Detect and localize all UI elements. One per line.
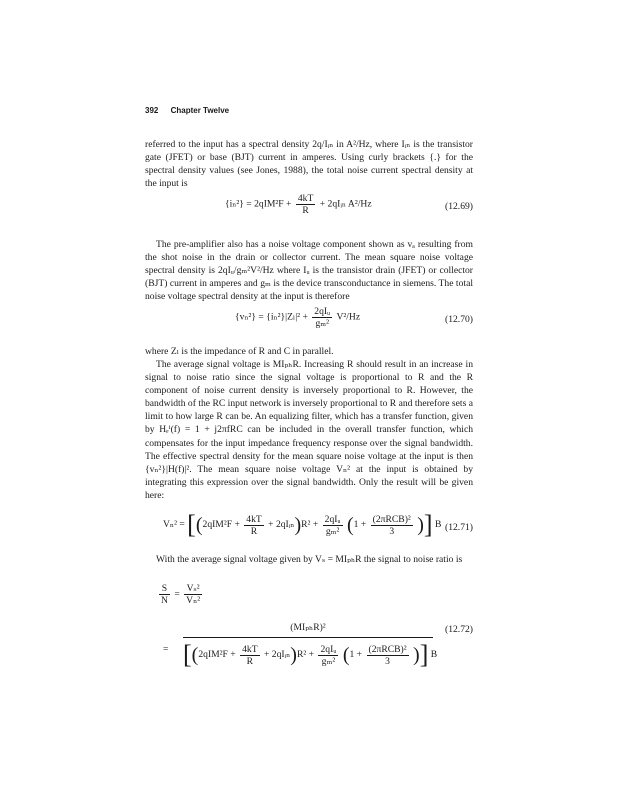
- close-paren: ): [294, 514, 302, 536]
- eq1-lhs: {iₙ²} = 2qIM²F +: [225, 198, 292, 210]
- page-number: 392: [145, 106, 159, 115]
- equation-12-69-body: [225, 193, 372, 216]
- running-header: [145, 106, 229, 115]
- snr-ratio-num: Vₛ²: [184, 583, 202, 595]
- eq5-term-3: R² +: [296, 649, 315, 661]
- eq1-frac-num: 4kT: [297, 193, 314, 204]
- eq3-fraction-1: [244, 514, 263, 537]
- chapter-title: Chapter Twelve: [170, 106, 230, 115]
- equation-number: (12.71): [445, 522, 473, 533]
- eq5-fraction-1: [240, 644, 259, 667]
- equation-12-69: [145, 193, 473, 223]
- equation-12-70: [145, 306, 473, 336]
- close-bracket: ]: [423, 510, 433, 539]
- snr-fraction: [159, 583, 170, 606]
- eq5-f3-den: 3: [385, 655, 390, 667]
- eq3-f1-num: 4kT: [246, 513, 262, 525]
- equation-number: (12.70): [445, 314, 473, 325]
- eq2-frac-den: gₘ²: [315, 318, 330, 329]
- paragraph-5-text: With the average signal voltage given by Vₛ = MIₚₕR the signal to noise ratio is: [156, 554, 463, 565]
- eq3-f2-num: 2qIᵤ: [324, 513, 341, 525]
- open-paren: (: [195, 514, 203, 536]
- eq3-term-1: 2qIM²F +: [202, 519, 240, 531]
- eq2-fraction: [312, 306, 332, 329]
- paragraph-4: [145, 358, 473, 502]
- eq3-fraction-2: [323, 514, 343, 537]
- paragraph-1-text: referred to the input has a spectral density 2q/Iᵢₙ in A²/Hz, where Iᵢₙ is the transistor gate (JFET) or base (BJT) current in amperes. Using curly brackets {.} for the spectral density values (see Jones, 1988), the total noise current spectral density at the input is: [145, 139, 473, 190]
- paragraph-2: [145, 238, 473, 303]
- equation-number: (12.72): [445, 624, 473, 635]
- eq5-f1-num: 4kT: [242, 643, 258, 655]
- open-bracket: [: [187, 510, 196, 539]
- paragraph-1: [145, 138, 473, 190]
- snr-ratio-den: Vₙ²: [186, 595, 201, 606]
- open-paren: (: [191, 644, 199, 666]
- eq5-fraction-2: [318, 644, 338, 667]
- close-paren: ): [290, 644, 297, 666]
- equation-12-70-body: [235, 306, 360, 329]
- close-paren: ): [417, 514, 424, 536]
- eq5-equals: =: [163, 644, 169, 655]
- eq5-f1-den: R: [246, 655, 254, 667]
- equation-number: (12.69): [445, 201, 473, 212]
- eq3-term-3: R² +: [301, 519, 319, 531]
- eq2-lhs: {vₙ²} = {iₙ²}|Zₗ|² +: [235, 311, 308, 323]
- eq3-f1-den: R: [250, 525, 258, 537]
- eq5-f2-den: gₘ²: [321, 655, 336, 667]
- eq5-term-5: B: [430, 649, 438, 661]
- eq3-term-2: + 2qIᵢₙ: [268, 519, 295, 531]
- snr-ratio-fraction: [184, 583, 202, 606]
- equation-12-71-body: [163, 512, 441, 538]
- eq5-fraction-bar: [183, 637, 433, 638]
- eq3-f3-num: (2πRCB)²: [372, 513, 411, 525]
- eq5-f3-num: (2πRCB)²: [368, 643, 407, 655]
- eq5-fraction-3: [367, 644, 409, 667]
- eq2-rhs: V²/Hz: [336, 311, 361, 323]
- open-paren: (: [342, 644, 350, 666]
- paragraph-3: [145, 345, 473, 358]
- open-paren: (: [346, 514, 354, 536]
- eq1-fraction: [296, 193, 315, 216]
- eq3-term-4: 1 +: [353, 519, 367, 531]
- snr-den: N: [161, 595, 168, 606]
- eq3-f3-den: 3: [389, 525, 395, 537]
- eq5-num-text: (MIₚₕR)²: [290, 622, 326, 633]
- eq5-denominator: [183, 642, 437, 668]
- eq5-term-2: + 2qIᵢₙ: [263, 649, 291, 661]
- eq3-lhs: Vₙ² =: [163, 519, 185, 531]
- open-bracket: [: [183, 640, 192, 669]
- eq1-rhs: + 2qIᵢₙ A²/Hz: [319, 198, 372, 210]
- close-bracket: ]: [419, 640, 429, 669]
- eq1-frac-den: R: [302, 205, 309, 216]
- eq2-frac-num: 2qIᵤ: [314, 306, 331, 317]
- equation-snr-body: [157, 583, 204, 606]
- eq5-term-1: 2qIM²F +: [198, 649, 236, 661]
- eq5-term-4: 1 +: [349, 649, 363, 661]
- equation-12-72: [145, 622, 473, 678]
- close-paren: ): [413, 644, 420, 666]
- paragraph-3-text: where Zₗ is the impedance of R and C in parallel.: [145, 346, 334, 357]
- eq5-numerator: [183, 622, 433, 633]
- paragraph-5: [145, 553, 473, 566]
- snr-equals: =: [174, 588, 180, 600]
- paragraph-4-text: The average signal voltage is MIₚₕR. Increasing R should result in an increase in signal to noise ratio since the signal voltage is proportional to R and the R component of noise current density is inversely proportional to R. However, the bandwidth of the RC input network is inversely proportional to R and therefore sets a limit to how large R can be. An equalizing filter, which has a transfer function, given by Hₑⁱ(f) = 1 + j2πfRC can be included in the overall transfer function, which compensates for the input impedance frequency response over the signal bandwidth. The effective spectral density for the mean square noise voltage at the input is then {vₙ²}|H(f)|². The mean square noise voltage Vₙ² at the input is obtained by integrating this expression over the signal bandwidth. Only the result will be given here:: [145, 359, 473, 501]
- eq5-f2-num: 2qIᵤ: [320, 643, 337, 655]
- eq3-f2-den: gₘ²: [325, 525, 340, 537]
- paragraph-2-text: The pre-amplifier also has a noise voltage component shown as vₐ resulting from the shot noise in the drain or collector current. The mean square noise voltage spectral density is 2qIᵤ/gₘ²V²/Hz where Iᵤ is the transistor drain (JFET) or collector (BJT) current in amperes and gₘ is the device transconductance in siemens. The total noise voltage spectral density at the input is therefore: [145, 239, 473, 303]
- equation-snr-definition: [145, 583, 473, 617]
- snr-num: S: [159, 583, 170, 595]
- equation-12-71: [145, 510, 473, 544]
- eq3-fraction-3: [371, 514, 413, 537]
- eq3-term-5: B: [434, 519, 442, 531]
